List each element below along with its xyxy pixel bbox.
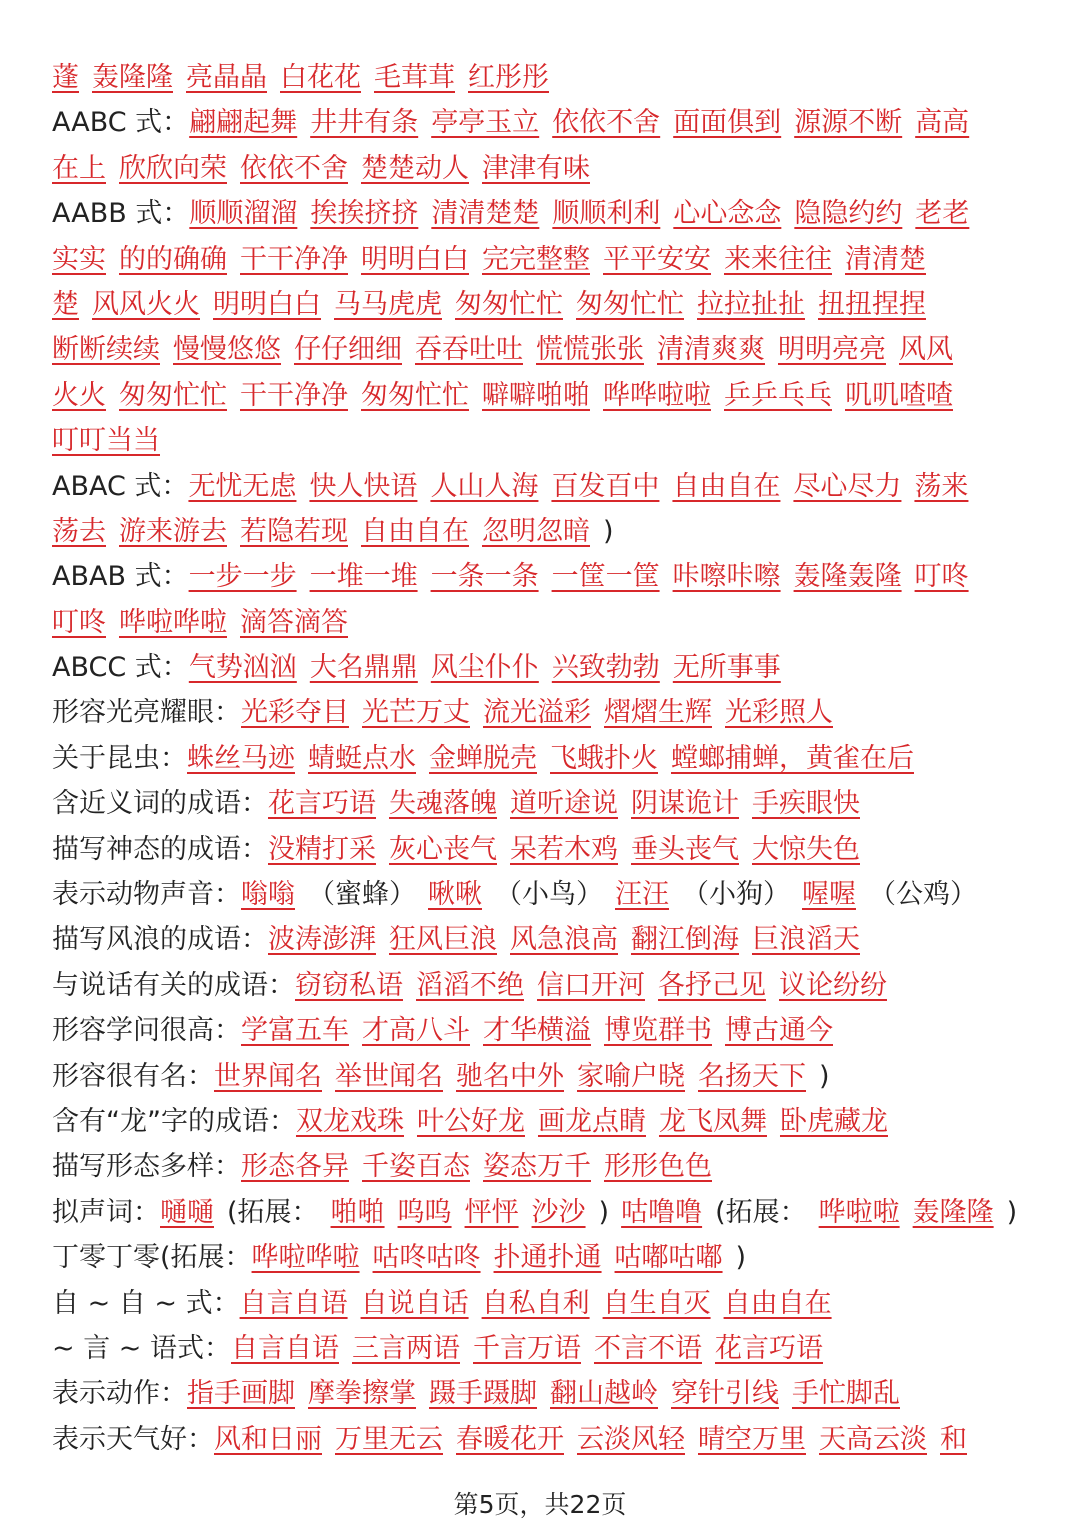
idiom-item: 信口开河 <box>537 969 645 1001</box>
idiom-item: 欣欣向荣 <box>119 152 227 184</box>
idiom-item: 挨挨挤挤 <box>310 198 419 230</box>
idiom-item: 螳螂捕蝉，黄雀在后 <box>671 742 914 774</box>
idiom-item: 呆若木鸡 <box>510 833 618 865</box>
text-line <box>52 781 1042 826</box>
text-line <box>52 645 1042 690</box>
idiom-item: 自说自话 <box>360 1287 469 1319</box>
idiom-item: 三言两语 <box>352 1332 460 1364</box>
idiom-item: 云淡风轻 <box>577 1423 685 1455</box>
idiom-item: 人山人海 <box>430 470 539 502</box>
idiom-item: 隐隐约约 <box>794 198 903 230</box>
text-line <box>52 146 1042 191</box>
idiom-item: 风风 <box>899 334 953 366</box>
idiom-item: 哗啦啦 <box>818 1196 900 1228</box>
idiom-item: 干干净净 <box>240 379 348 411</box>
category-label: 形容光亮耀眼： <box>52 697 241 729</box>
idiom-item: 啪啪 <box>330 1196 385 1228</box>
idiom-item: 完完整整 <box>482 243 590 275</box>
category-label: ~ 言 ~ 语式： <box>52 1332 231 1364</box>
idiom-item: 荡来 <box>914 470 969 502</box>
idiom-item: 高高 <box>915 107 970 139</box>
idiom-item: 明明亮亮 <box>778 334 886 366</box>
category-label: 丁零丁零(拓展： <box>52 1242 252 1274</box>
idiom-item: 龙飞凤舞 <box>658 1105 767 1137</box>
category-label: 描写风浪的成语： <box>52 924 268 956</box>
idiom-item: 大惊失色 <box>752 833 860 865</box>
idiom-item: 匆匆忙忙 <box>119 379 227 411</box>
idiom-item: 自由自在 <box>723 1287 832 1319</box>
idiom-item: 心心念念 <box>673 198 782 230</box>
text-line <box>52 282 1042 327</box>
category-label: 与说话有关的成语： <box>52 969 295 1001</box>
text-line <box>52 554 1042 599</box>
idiom-item: 叮叮当当 <box>52 425 160 457</box>
text-line <box>52 1326 1042 1371</box>
text-line <box>52 373 1042 418</box>
idiom-item: 狂风巨浪 <box>389 924 497 956</box>
idiom-item: 才华横溢 <box>483 1015 591 1047</box>
text-line <box>52 55 1042 100</box>
idiom-item: 议论纷纷 <box>779 969 887 1001</box>
idiom-item: 百发百中 <box>551 470 660 502</box>
text-line <box>52 827 1042 872</box>
idiom-item: 蓬 <box>52 62 79 93</box>
idiom-item: 双龙戏珠 <box>295 1105 404 1137</box>
idiom-item: 吞吞吐吐 <box>415 334 523 366</box>
text-line <box>52 327 1042 372</box>
idiom-item: 尽心尽力 <box>793 470 902 502</box>
idiom-item: 明明白白 <box>213 288 321 320</box>
idiom-item: 喔喔 <box>802 879 856 911</box>
idiom-item: 怦怦 <box>464 1196 519 1228</box>
idiom-item: 自言自语 <box>231 1332 339 1364</box>
text-line <box>52 1417 1042 1462</box>
text-line <box>52 872 1042 917</box>
text-line <box>52 1144 1042 1189</box>
text-line <box>52 1099 1042 1144</box>
idiom-item: 面面俱到 <box>673 107 782 139</box>
idiom-item: 世界闻名 <box>214 1060 322 1092</box>
idiom-item: 万里无云 <box>335 1423 443 1455</box>
category-label: 描写形态多样： <box>52 1151 241 1183</box>
idiom-item: 一堆一堆 <box>309 561 418 593</box>
idiom-item: 噼噼啪啪 <box>482 379 590 411</box>
text-line <box>52 1235 1042 1280</box>
note-text: ) <box>598 1196 610 1228</box>
idiom-item: 失魂落魄 <box>389 788 497 820</box>
idiom-item: 博古通今 <box>725 1015 833 1047</box>
idiom-item: 风急浪高 <box>510 924 618 956</box>
page-footer: 第5页，共22页 <box>453 1490 627 1519</box>
idiom-item: 姿态万千 <box>483 1151 591 1183</box>
idiom-item: 翻山越岭 <box>550 1378 658 1410</box>
idiom-item: 蹑手蹑脚 <box>429 1378 537 1410</box>
category-label: 形容学问很高： <box>52 1015 241 1047</box>
idiom-item: 卧虎藏龙 <box>779 1105 888 1137</box>
note-text: (拓展： <box>715 1196 807 1228</box>
text-line <box>52 600 1042 645</box>
idiom-item: 清清楚楚 <box>431 198 540 230</box>
idiom-item: 拉拉扯扯 <box>697 288 805 320</box>
idiom-item: 亭亭玉立 <box>431 107 540 139</box>
note-text: （小狗） <box>682 879 790 911</box>
text-line <box>52 191 1042 236</box>
idiom-item: 道听途说 <box>510 788 618 820</box>
idiom-item: 没精打采 <box>268 833 376 865</box>
category-label: 表示天气好： <box>52 1423 214 1455</box>
note-text: （公鸡） <box>869 879 977 911</box>
idiom-item: 扑通扑通 <box>493 1242 602 1274</box>
idiom-item: 千言万语 <box>473 1332 581 1364</box>
idiom-item: 手忙脚乱 <box>792 1378 900 1410</box>
idiom-item: 哗哗啦啦 <box>603 379 711 411</box>
idiom-item: 穿针引线 <box>671 1378 779 1410</box>
idiom-item: 摩拳擦掌 <box>308 1378 416 1410</box>
idiom-item: 轰隆隆 <box>912 1196 994 1228</box>
idiom-item: 滔滔不绝 <box>416 969 524 1001</box>
idiom-item: 实实 <box>52 243 106 275</box>
idiom-item: 自私自利 <box>481 1287 590 1319</box>
text-line <box>52 100 1042 145</box>
idiom-item: 气势汹汹 <box>188 652 297 684</box>
idiom-item: 咕噜噜 <box>621 1196 703 1228</box>
idiom-item: 慢慢悠悠 <box>173 334 281 366</box>
idiom-item: 巨浪滔天 <box>752 924 860 956</box>
idiom-item: 游来游去 <box>119 515 227 547</box>
idiom-item: 在上 <box>52 152 106 184</box>
idiom-item: 明明白白 <box>361 243 469 275</box>
idiom-item: 垂头丧气 <box>631 833 739 865</box>
category-label: 表示动物声音： <box>52 879 241 911</box>
idiom-item: 大名鼎鼎 <box>309 652 418 684</box>
category-label: 关于昆虫： <box>52 742 187 774</box>
idiom-item: 晴空万里 <box>698 1423 806 1455</box>
idiom-item: 清清爽爽 <box>657 334 765 366</box>
idiom-item: 金蝉脱壳 <box>429 742 537 774</box>
idiom-item: 嗵嗵 <box>160 1196 214 1228</box>
idiom-item: 红彤彤 <box>468 62 549 93</box>
idiom-item: 自由自在 <box>672 470 781 502</box>
idiom-item: 轰隆轰隆 <box>793 561 902 593</box>
idiom-item: 楚 <box>52 288 79 320</box>
idiom-item: 和 <box>940 1423 967 1455</box>
idiom-item: 驰名中外 <box>456 1060 564 1092</box>
idiom-item: 嗡嗡 <box>241 879 295 911</box>
idiom-item: 波涛澎湃 <box>268 924 376 956</box>
idiom-item: 蛛丝马迹 <box>187 742 295 774</box>
idiom-item: 的的确确 <box>119 243 227 275</box>
idiom-item: 老老 <box>915 198 970 230</box>
idiom-item: 叮咚 <box>914 561 969 593</box>
idiom-item: 忽明忽暗 <box>482 515 590 547</box>
idiom-item: 风和日丽 <box>214 1423 322 1455</box>
idiom-item: 无忧无虑 <box>188 470 297 502</box>
idiom-item: 汪汪 <box>615 879 669 911</box>
idiom-item: 荡去 <box>52 515 106 547</box>
idiom-item: 蜻蜓点水 <box>308 742 416 774</box>
idiom-item: 飞蛾扑火 <box>550 742 658 774</box>
idiom-item: 咕咚咕咚 <box>372 1242 481 1274</box>
idiom-item: 阴谋诡计 <box>631 788 739 820</box>
idiom-item: 干干净净 <box>240 243 348 275</box>
text-line <box>52 963 1042 1008</box>
idiom-item: 博览群书 <box>604 1015 712 1047</box>
idiom-item: 兴致勃勃 <box>551 652 660 684</box>
idiom-item: 光彩照人 <box>725 697 833 729</box>
idiom-item: 光芒万丈 <box>362 697 470 729</box>
text-line <box>52 418 1042 463</box>
category-label: 自 ~ 自 ~ 式： <box>52 1287 240 1319</box>
idiom-item: 若隐若现 <box>240 515 348 547</box>
text-line <box>52 237 1042 282</box>
idiom-item: 快人快语 <box>309 470 418 502</box>
text-line <box>52 1281 1042 1326</box>
idiom-item: 匆匆忙忙 <box>455 288 563 320</box>
idiom-item: 来来往往 <box>724 243 832 275</box>
text-line <box>52 1008 1042 1053</box>
idiom-item: 名扬天下 <box>698 1060 806 1092</box>
text-line <box>52 736 1042 781</box>
idiom-item: 亮晶晶 <box>186 62 267 93</box>
idiom-item: 形形色色 <box>604 1151 712 1183</box>
closing-paren: ) <box>603 515 614 547</box>
category-label: ABCC 式： <box>52 652 189 684</box>
idiom-item: 井井有条 <box>310 107 419 139</box>
idiom-item: 家喻户晓 <box>577 1060 685 1092</box>
idiom-item: 自言自语 <box>239 1287 348 1319</box>
idiom-item: 轰隆隆 <box>92 62 173 93</box>
idiom-item: 风风火火 <box>92 288 200 320</box>
closing-paren: ) <box>819 1060 830 1092</box>
idiom-item: 熠熠生辉 <box>604 697 712 729</box>
idiom-item: 流光溢彩 <box>483 697 591 729</box>
idiom-item: 哗啦哗啦 <box>119 606 227 638</box>
idiom-item: 自生自灭 <box>602 1287 711 1319</box>
idiom-item: 扭扭捏捏 <box>818 288 926 320</box>
text-line <box>52 1371 1042 1416</box>
idiom-item: 慌慌张张 <box>536 334 644 366</box>
idiom-item: 沙沙 <box>531 1196 586 1228</box>
closing-paren: ) <box>735 1242 747 1274</box>
idiom-item: 叽叽喳喳 <box>845 379 953 411</box>
category-label: 表示动作： <box>52 1378 187 1410</box>
idiom-item: 翻江倒海 <box>631 924 739 956</box>
idiom-item: 一步一步 <box>188 561 297 593</box>
idiom-item: 呜呜 <box>397 1196 452 1228</box>
idiom-item: 匆匆忙忙 <box>576 288 684 320</box>
category-label: 拟声词： <box>52 1196 160 1228</box>
idiom-item: 白花花 <box>280 62 361 93</box>
idiom-item: 形态各异 <box>241 1151 349 1183</box>
idiom-item: 无所事事 <box>672 652 781 684</box>
note-text: （小鸟） <box>495 879 603 911</box>
idiom-item: 火火 <box>52 379 106 411</box>
idiom-item: 光彩夺目 <box>241 697 349 729</box>
idiom-item: 才高八斗 <box>362 1015 470 1047</box>
idiom-item: 学富五车 <box>241 1015 349 1047</box>
idiom-item: 春暖花开 <box>456 1423 564 1455</box>
idiom-item: 津津有味 <box>482 152 590 184</box>
idiom-item: 依依不舍 <box>552 107 661 139</box>
idiom-item: 楚楚动人 <box>361 152 469 184</box>
idiom-item: 乒乒乓乓 <box>724 379 832 411</box>
category-label: AABB 式： <box>52 198 190 230</box>
category-label: 含有“龙”字的成语： <box>52 1105 296 1137</box>
idiom-item: 依依不舍 <box>240 152 348 184</box>
idiom-item: 翩翩起舞 <box>189 107 298 139</box>
text-line <box>52 917 1042 962</box>
idiom-item: 咕嘟咕嘟 <box>614 1242 723 1274</box>
idiom-item: 举世闻名 <box>335 1060 443 1092</box>
document-body <box>52 55 1042 1462</box>
idiom-item: 花言巧语 <box>715 1332 823 1364</box>
idiom-item: 画龙点睛 <box>537 1105 646 1137</box>
idiom-item: 匆匆忙忙 <box>361 379 469 411</box>
idiom-item: 花言巧语 <box>268 788 376 820</box>
idiom-item: 风尘仆仆 <box>430 652 539 684</box>
idiom-item: 手疾眼快 <box>752 788 860 820</box>
idiom-item: 指手画脚 <box>187 1378 295 1410</box>
idiom-item: 灰心丧气 <box>389 833 497 865</box>
idiom-item: 一条一条 <box>430 561 539 593</box>
category-label: ABAB 式： <box>52 561 189 593</box>
idiom-item: 仔仔细细 <box>294 334 402 366</box>
idiom-item: 咔嚓咔嚓 <box>672 561 781 593</box>
idiom-item: 各抒己见 <box>658 969 766 1001</box>
text-line <box>52 1054 1042 1099</box>
note-text: （蜜蜂） <box>308 879 416 911</box>
text-line <box>52 509 1042 554</box>
category-label: ABAC 式： <box>52 470 189 502</box>
idiom-item: 窃窃私语 <box>295 969 403 1001</box>
text-line <box>52 1190 1042 1235</box>
idiom-item: 平平安安 <box>603 243 711 275</box>
category-label: 含近义词的成语： <box>52 788 268 820</box>
idiom-item: 哗啦哗啦 <box>251 1242 360 1274</box>
idiom-item: 千姿百态 <box>362 1151 470 1183</box>
idiom-item: 顺顺利利 <box>552 198 661 230</box>
category-label: 形容很有名： <box>52 1060 214 1092</box>
idiom-item: 清清楚 <box>845 243 926 275</box>
idiom-item: 天高云淡 <box>819 1423 927 1455</box>
idiom-item: 自由自在 <box>361 515 469 547</box>
idiom-item: 毛茸茸 <box>374 62 455 93</box>
note-text: (拓展： <box>227 1196 319 1228</box>
text-line <box>52 690 1042 735</box>
idiom-item: 不言不语 <box>594 1332 702 1364</box>
idiom-item: 滴答滴答 <box>240 606 348 638</box>
idiom-item: 源源不断 <box>794 107 903 139</box>
idiom-item: 叮咚 <box>52 606 106 638</box>
idiom-item: 顺顺溜溜 <box>189 198 298 230</box>
category-label: AABC 式： <box>52 107 190 139</box>
note-text: ) <box>1006 1196 1018 1228</box>
idiom-item: 一筐一筐 <box>551 561 660 593</box>
idiom-item: 啾啾 <box>428 879 482 911</box>
category-label: 描写神态的成语： <box>52 833 268 865</box>
idiom-item: 断断续续 <box>52 334 160 366</box>
idiom-item: 马马虎虎 <box>334 288 442 320</box>
text-line <box>52 464 1042 509</box>
idiom-item: 叶公好龙 <box>416 1105 525 1137</box>
